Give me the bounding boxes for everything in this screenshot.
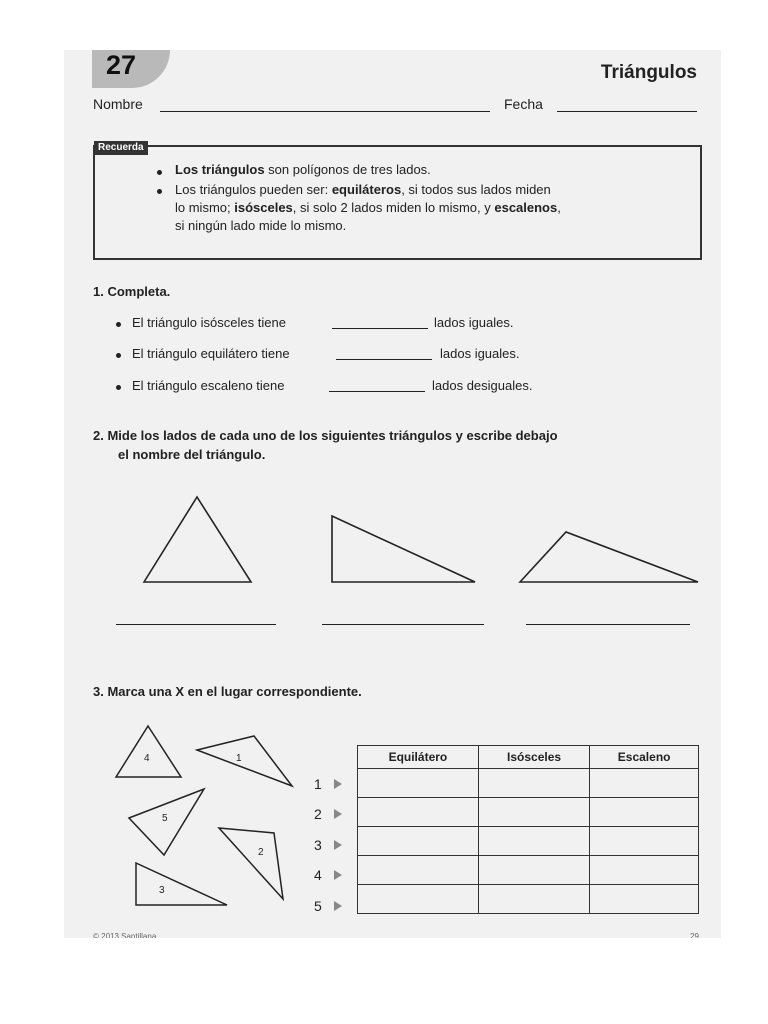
page-title: Triángulos — [600, 62, 697, 83]
row-arrow-icon — [334, 901, 342, 911]
recuerda-tag: Recuerda — [94, 141, 148, 155]
table-cell[interactable] — [590, 798, 699, 827]
table-cell[interactable] — [358, 856, 479, 885]
row-arrow-icon — [334, 779, 342, 789]
lesson-number: 27 — [106, 50, 137, 80]
ex1-item-3-pre: El triángulo escaleno tiene — [132, 378, 285, 393]
row-number-5: 5 — [314, 898, 322, 914]
table-cell[interactable] — [478, 769, 589, 798]
triangle-5-label: 5 — [162, 813, 168, 824]
ex1-item-3-post: lados desiguales. — [432, 378, 533, 393]
table-header-row — [358, 746, 699, 769]
table-row — [358, 798, 699, 827]
triangle-1-label: 1 — [236, 753, 242, 764]
table-row — [358, 885, 699, 914]
triangle-2 — [219, 828, 283, 899]
table-row — [358, 827, 699, 856]
ex1-item-2-pre: El triángulo equilátero tiene — [132, 346, 290, 361]
row-number-3: 3 — [314, 837, 322, 853]
table-cell[interactable] — [590, 856, 699, 885]
triangle-3 — [136, 863, 227, 905]
table-row — [358, 769, 699, 798]
table-cell[interactable] — [478, 885, 589, 914]
triangle-2-label: 2 — [258, 847, 264, 858]
table-cell[interactable] — [358, 798, 479, 827]
row-arrow-icon — [334, 840, 342, 850]
table-cell[interactable] — [358, 827, 479, 856]
header-escaleno: Escaleno — [590, 746, 699, 769]
table-cell[interactable] — [358, 769, 479, 798]
footer-page-number: 29 — [690, 932, 699, 938]
date-label: Fecha — [504, 96, 543, 112]
table-cell[interactable] — [478, 856, 589, 885]
table-cell[interactable] — [590, 827, 699, 856]
recuerda-bullet-2-line-1: Los triángulos pueden ser: equiláteros, si todos sus lados miden — [175, 182, 551, 197]
worksheet-page — [64, 50, 721, 938]
table-row — [358, 856, 699, 885]
table-cell[interactable] — [358, 885, 479, 914]
row-number-2: 2 — [314, 806, 322, 822]
ex1-item-1-pre: El triángulo isósceles tiene — [132, 315, 286, 330]
name-label: Nombre — [93, 96, 143, 112]
table-cell[interactable] — [478, 827, 589, 856]
triangle-4 — [116, 726, 181, 777]
row-number-4: 4 — [314, 867, 322, 883]
table-cell[interactable] — [590, 769, 699, 798]
header-equilatero: Equilátero — [358, 746, 479, 769]
recuerda-bullet-1: Los triángulos son polígonos de tres lados. — [175, 162, 431, 177]
exercise-2-title-line-2: el nombre del triángulo. — [118, 447, 266, 462]
ex1-item-1-post: lados iguales. — [434, 315, 514, 330]
exercise-2-title-line-1: 2. Mide los lados de cada uno de los siguientes triángulos y escribe debajo — [93, 428, 558, 443]
triangle-4-label: 4 — [144, 753, 150, 764]
exercise-1-title: 1. Completa. — [93, 284, 171, 299]
ex1-item-2-post: lados iguales. — [440, 346, 520, 361]
triangle-1 — [197, 736, 292, 786]
classification-table — [357, 745, 699, 914]
row-arrow-icon — [334, 870, 342, 880]
recuerda-bullet-2-line-3: si ningún lado mide lo mismo. — [175, 218, 347, 233]
table-cell[interactable] — [590, 885, 699, 914]
exercise-3-title: 3. Marca una X en el lugar correspondiente. — [93, 684, 362, 699]
header-isosceles: Isósceles — [478, 746, 589, 769]
recuerda-bullet-2-line-2: lo mismo; isósceles, si solo 2 lados miden lo mismo, y escalenos, — [175, 200, 561, 215]
footer-copyright: © 2013 Santillana — [93, 932, 157, 938]
row-arrow-icon — [334, 809, 342, 819]
triangle-3-label: 3 — [159, 885, 165, 896]
table-cell[interactable] — [478, 798, 589, 827]
row-number-1: 1 — [314, 776, 322, 792]
